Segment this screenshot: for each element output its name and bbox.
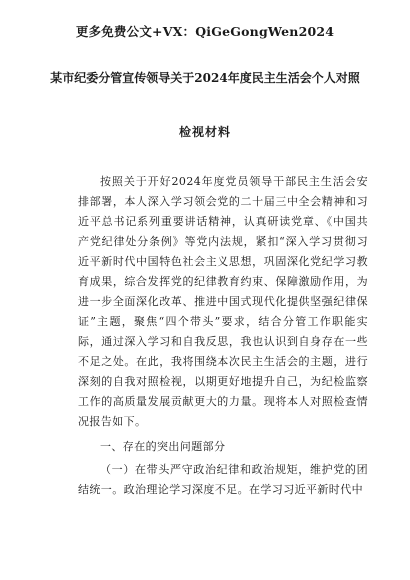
section-heading: 一、存在的突出问题部分 bbox=[100, 440, 226, 453]
body-paragraph: （一）在带头严守政治纪律和政治规矩，维护党的团结统一。政治理论学习深度不足。在学习习近平新时代中 bbox=[78, 463, 368, 496]
document-title-continuation: 检视材料 bbox=[178, 125, 231, 139]
document-title: 某市纪委分管宣传领导关于2024年度民主生活会个人对照 bbox=[50, 71, 360, 85]
watermark-text: 更多免费公文+VX：QiGeGongWen2024 bbox=[75, 24, 335, 39]
body-paragraph: 按照关于开好2024年度党员领导干部民主生活会安排部署，本人深入学习领会党的二十届三中全会精神和习近平总书记系列重要讲话精神，认真研读党章、《中国共产党纪律处分条例》等党内法规，紧扣“深入学习贯彻习近平新时代中国特色社会主义思想，巩固深化党纪学习教育成果，综合发挥党的纪律教育约束、保障激励作用，为进一步全面深化改革、推进中国式现代化提供坚强纪律保证”主题，聚焦“四个带头”要求，结合分管工作职能实际，通过深入学习和自我反思，我也认识到自身存在一些不足之处。在此，我将围绕本次民主生活会的主题，进行深刻的自我对照检视，以期更好地提升自己，为纪检监察工作的高质量发展贡献更大的力量。现将本人对照检查情况报告如下。 bbox=[78, 175, 368, 428]
document-body bbox=[78, 172, 368, 500]
